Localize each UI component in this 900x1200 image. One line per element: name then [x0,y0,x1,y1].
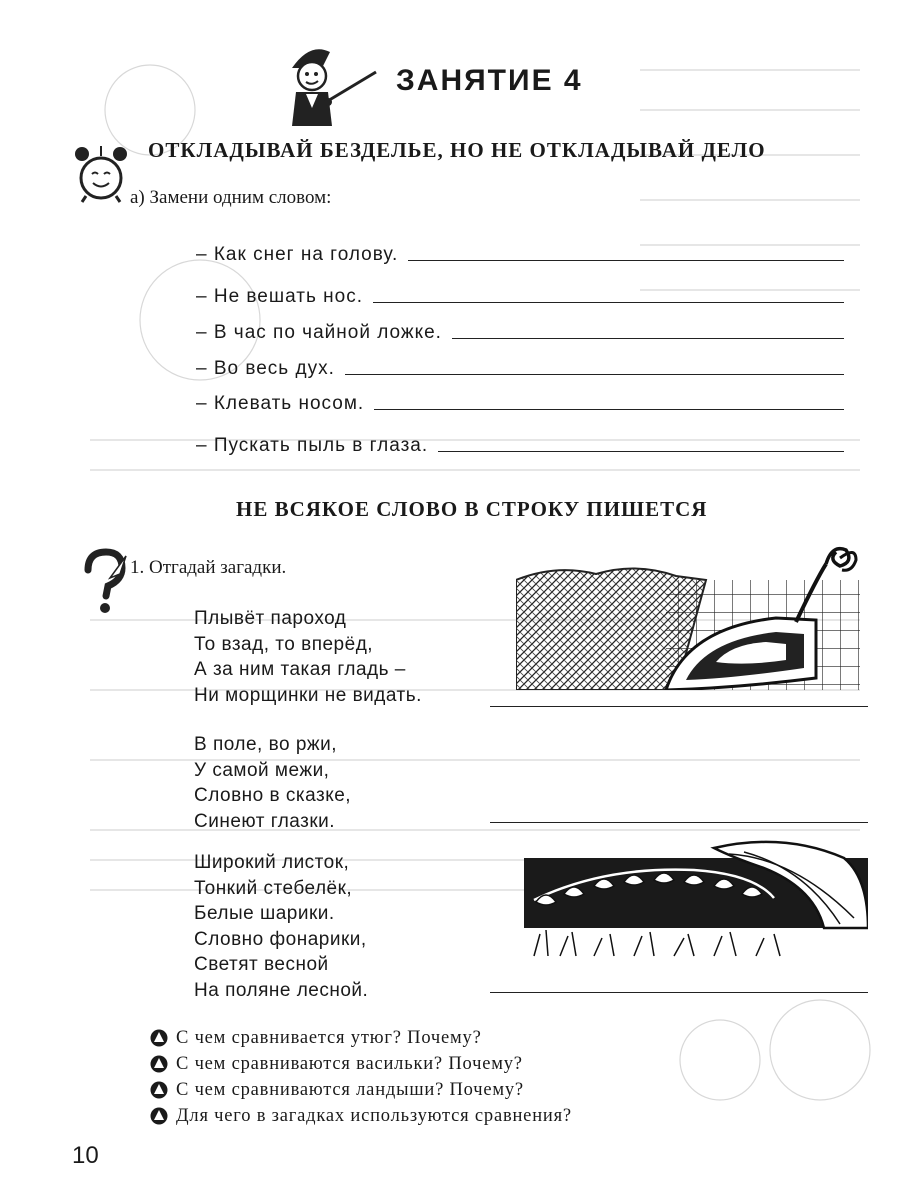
answer-line[interactable] [345,373,844,375]
lily-of-the-valley-illustration [524,838,868,958]
riddle-line: То взад, то вперёд, [194,633,374,655]
riddle-line: Словно в сказке, [194,785,352,807]
lesson-title: ЗАНЯТИЕ 4 [396,64,583,97]
idiom-text: – Как снег на голову. [196,244,399,265]
quill-question-icon [80,548,128,614]
discussion-questions [150,1025,572,1129]
triangle-bullet-icon [150,1055,168,1073]
question-text: С чем сравниваются васильки? Почему? [176,1053,523,1074]
riddle-iron [194,606,422,708]
question-text: Для чего в загадках используются сравнения? [176,1105,572,1126]
riddle-answer-line[interactable] [490,992,868,993]
riddle-line: У самой межи, [194,759,330,781]
answer-line[interactable] [438,450,844,452]
riddle-line: Плывёт пароход [194,608,347,629]
iron-illustration [516,540,860,690]
question-item [150,1025,572,1051]
idiom-text: – Во весь дух. [196,358,335,379]
riddle-line: Широкий листок, [194,852,350,873]
riddle-answer-line[interactable] [490,706,868,707]
question-item [150,1051,572,1077]
riddle-line: В поле, во ржи, [194,734,337,755]
riddle-line: Словно фонарики, [194,928,367,950]
triangle-bullet-icon [150,1029,168,1047]
answer-line[interactable] [373,301,844,303]
idiom-text: – Пускать пыль в глаза. [196,435,429,456]
riddle-cornflowers [194,732,351,834]
idiom-text: – Не вешать нос. [196,286,363,307]
riddle-line: Тонкий стебелёк, [194,877,353,899]
riddle-line: Светят весной [194,954,329,976]
idiom-row [196,236,844,266]
triangle-bullet-icon [150,1081,168,1099]
riddle-line: А за ним такая гладь – [194,659,406,681]
riddle-answer-line[interactable] [490,822,868,823]
riddle-line: Белые шарики. [194,903,335,925]
answer-line[interactable] [374,408,844,410]
question-item [150,1077,572,1103]
section-heading-one: ОТКЛАДЫВАЙ БЕЗДЕЛЬЕ, НО НЕ ОТКЛАДЫВАЙ ДЕЛО [148,138,766,162]
task-label-riddles: 1. Отгадай загадки. [130,557,287,578]
idiom-text: – В час по чайной ложке. [196,322,442,343]
task-label-replace: а) Замени одним словом: [130,187,332,208]
section-heading-two: НЕ ВСЯКОЕ СЛОВО В СТРОКУ ПИШЕТСЯ [236,497,708,521]
page-number: 10 [72,1142,99,1169]
answer-line[interactable] [452,337,844,339]
question-text: С чем сравнивается утюг? Почему? [176,1027,482,1048]
teacher-mascot-icon [282,38,378,130]
riddle-line: Синеют глазки. [194,810,336,832]
riddle-lilies [194,850,368,1004]
idiom-row [196,350,844,380]
alarm-clock-icon [72,142,130,204]
idiom-row [196,278,844,308]
idiom-row [196,427,844,457]
idiom-row [196,385,844,415]
idiom-row [196,314,844,344]
idiom-text: – Клевать носом. [196,393,365,414]
riddle-line: Ни морщинки не видать. [194,684,422,706]
answer-line[interactable] [408,259,844,261]
question-text: С чем сравниваются ландыши? Почему? [176,1079,524,1100]
triangle-bullet-icon [150,1107,168,1125]
question-item [150,1103,572,1129]
riddle-line: На поляне лесной. [194,979,369,1001]
